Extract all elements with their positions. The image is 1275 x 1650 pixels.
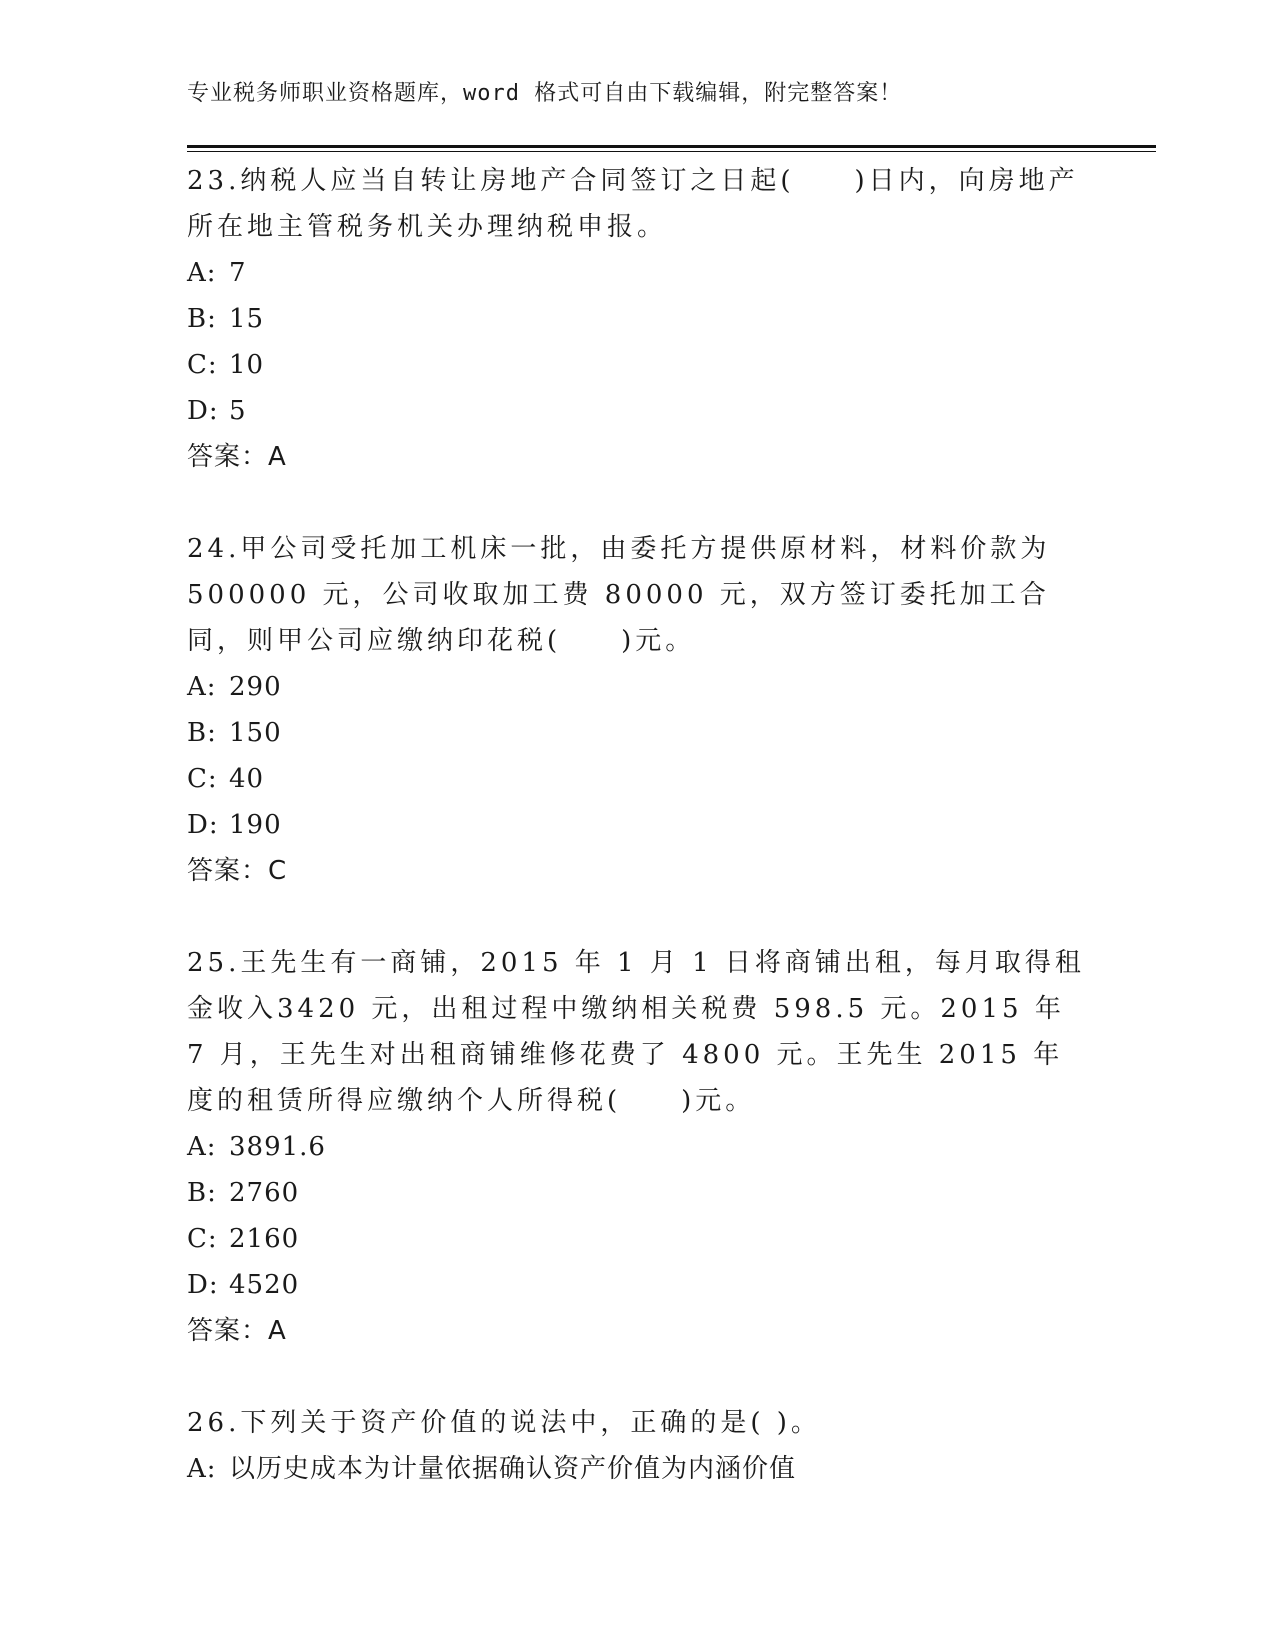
option-value: 10 xyxy=(229,350,265,380)
option-value: 290 xyxy=(229,672,282,702)
option-c xyxy=(187,1216,1087,1262)
question-23 xyxy=(187,158,1087,480)
answer-line: 答案：A xyxy=(187,1316,287,1346)
option-a xyxy=(187,1124,1087,1170)
option-value: 2160 xyxy=(229,1224,300,1254)
option-b xyxy=(187,710,1087,756)
option-a xyxy=(187,1446,1087,1492)
option-label: B: xyxy=(187,718,217,748)
option-d xyxy=(187,1262,1087,1308)
option-value: 4520 xyxy=(229,1270,300,1300)
option-value: 40 xyxy=(229,764,265,794)
option-label: A: xyxy=(187,258,217,288)
option-label: B: xyxy=(187,304,217,334)
option-label: C: xyxy=(187,764,218,794)
option-value: 7 xyxy=(229,258,247,288)
spacer xyxy=(187,1354,1087,1400)
option-a xyxy=(187,250,1087,296)
answer-line: 答案：C xyxy=(187,856,288,886)
option-c xyxy=(187,756,1087,802)
question-25 xyxy=(187,940,1087,1354)
header-rule-thin xyxy=(187,151,1156,152)
spacer xyxy=(187,480,1087,526)
option-value: 3891.6 xyxy=(229,1132,326,1162)
question-26 xyxy=(187,1400,1087,1492)
page-header: 专业税务师职业资格题库，word 格式可自由下载编辑，附完整答案！ xyxy=(187,81,903,106)
option-value: 190 xyxy=(229,810,282,840)
option-value: 15 xyxy=(229,304,265,334)
question-list xyxy=(187,158,1087,1492)
option-label: C: xyxy=(187,1224,218,1254)
option-label: D: xyxy=(187,396,219,426)
question-text: 26.下列关于资产价值的说法中，正确的是( )。 xyxy=(187,1408,821,1438)
option-label: D: xyxy=(187,1270,219,1300)
option-b xyxy=(187,296,1087,342)
question-text: 24.甲公司受托加工机床一批，由委托方提供原材料，材料价款为500000 元，公司收取加工费 80000 元，双方签订委托加工合同，则甲公司应缴纳印花税( )元。 xyxy=(187,534,1051,656)
option-c xyxy=(187,342,1087,388)
option-label: C: xyxy=(187,350,218,380)
answer-line: 答案：A xyxy=(187,442,287,472)
option-d xyxy=(187,802,1087,848)
option-a xyxy=(187,664,1087,710)
spacer xyxy=(187,894,1087,940)
option-value: 5 xyxy=(229,396,247,426)
option-value: 150 xyxy=(229,718,282,748)
question-24 xyxy=(187,526,1087,894)
option-b xyxy=(187,1170,1087,1216)
option-label: A: xyxy=(187,1132,217,1162)
option-value: 2760 xyxy=(229,1178,300,1208)
option-value: 以历史成本为计量依据确认资产价值为内涵价值 xyxy=(229,1454,797,1484)
option-label: B: xyxy=(187,1178,217,1208)
option-label: A: xyxy=(187,1454,217,1484)
option-label: D: xyxy=(187,810,219,840)
option-label: A: xyxy=(187,672,217,702)
question-text: 25.王先生有一商铺，2015 年 1 月 1 日将商铺出租，每月取得租金收入3420 元，出租过程中缴纳相关税费 598.5 元。2015 年 7 月，王先生对出租商铺维修花费了 4800 元。王先生 2015 年度的租赁所得应缴纳个人所得税( )元。 xyxy=(187,948,1085,1116)
header-rule-thick xyxy=(187,145,1156,148)
option-d xyxy=(187,388,1087,434)
question-text: 23.纳税人应当自转让房地产合同签订之日起( )日内，向房地产所在地主管税务机关办理纳税申报。 xyxy=(187,166,1079,242)
